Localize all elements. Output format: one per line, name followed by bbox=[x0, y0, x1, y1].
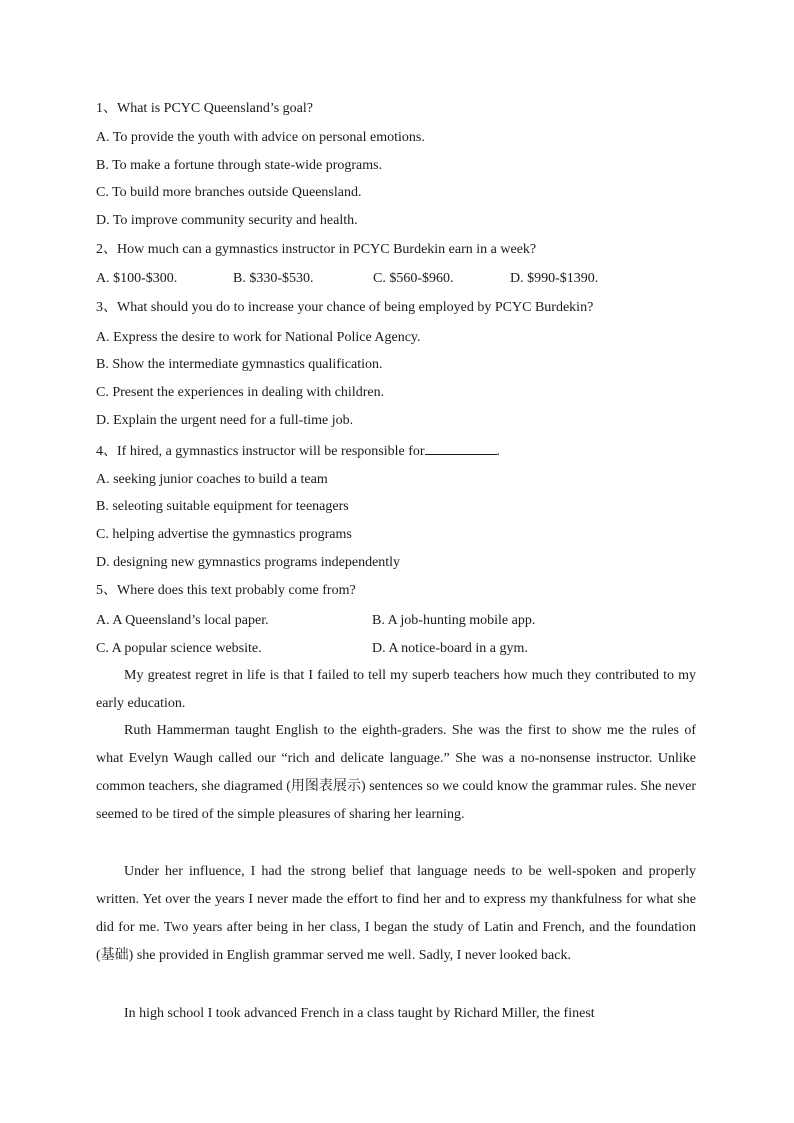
question-2-option-c: C. $560-$960. bbox=[373, 271, 454, 286]
question-2-option-b: B. $330-$530. bbox=[233, 271, 314, 286]
question-5-option-b: B. A job-hunting mobile app. bbox=[372, 613, 536, 628]
passage-paragraph-2: Ruth Hammerman taught English to the eighth-graders. She was the first to show me the rules of what Evelyn Waugh called our “rich and delicate language.” She was a no-nonsense instructor. Unlike common teachers, she diagramed (用图表展示) sentences so we could know the grammar rules. She never seemed to be tired of the simple pleasures of sharing her learning. bbox=[96, 723, 696, 822]
passage-paragraph-1: My greatest regret in life is that I failed to tell my superb teachers how much they contributed to my early education. bbox=[96, 668, 696, 711]
question-5-option-a: A. A Queensland’s local paper. bbox=[96, 613, 269, 628]
question-2-stem: 2、How much can a gymnastics instructor in PCYC Burdekin earn in a week? bbox=[96, 242, 537, 257]
passage-paragraph-4: In high school I took advanced French in a class taught by Richard Miller, the finest bbox=[124, 1006, 595, 1021]
question-5-option-c: C. A popular science website. bbox=[96, 641, 262, 656]
answer-blank bbox=[425, 441, 497, 455]
question-4-stem bbox=[96, 441, 500, 461]
question-5-stem: 5、Where does this text probably come from? bbox=[96, 583, 356, 598]
question-3-option-b: B. Show the intermediate gymnastics qualification. bbox=[96, 357, 383, 372]
question-4-option-a: A. seeking junior coaches to build a team bbox=[96, 472, 328, 487]
question-3-option-a: A. Express the desire to work for National Police Agency. bbox=[96, 330, 421, 345]
question-3-stem: 3、What should you do to increase your chance of being employed by PCYC Burdekin? bbox=[96, 300, 594, 315]
question-1-option-a: A. To provide the youth with advice on personal emotions. bbox=[96, 130, 425, 145]
question-2-option-a: A. $100-$300. bbox=[96, 271, 178, 286]
question-4-stem-text: 4、If hired, a gymnastics instructor will be responsible for bbox=[96, 444, 425, 459]
question-4-option-b: B. seleoting suitable equipment for teenagers bbox=[96, 499, 349, 514]
question-1-option-b: B. To make a fortune through state-wide programs. bbox=[96, 158, 383, 173]
question-5-option-d: D. A notice-board in a gym. bbox=[372, 641, 528, 656]
question-2-option-d: D. $990-$1390. bbox=[510, 271, 599, 286]
question-3-option-d: D. Explain the urgent need for a full-time job. bbox=[96, 413, 354, 428]
question-1-stem: 1、What is PCYC Queensland’s goal? bbox=[96, 101, 313, 116]
question-4-option-d: D. designing new gymnastics programs independently bbox=[96, 555, 401, 570]
question-3-option-c: C. Present the experiences in dealing with children. bbox=[96, 385, 385, 400]
question-1-option-c: C. To build more branches outside Queensland. bbox=[96, 185, 362, 200]
question-1-option-d: D. To improve community security and health. bbox=[96, 213, 358, 228]
passage-paragraph-3: Under her influence, I had the strong belief that language needs to be well-spoken and properly written. Yet over the years I never made the effort to find her and to express my thankfulness for what she did for me. Two years after being in her class, I began the study of Latin and French, and the foundation (基础) she provided in English grammar served me well. Sadly, I never looked back. bbox=[96, 864, 696, 963]
question-4-option-c: C. helping advertise the gymnastics programs bbox=[96, 527, 352, 542]
question-4-stem-end: . bbox=[496, 444, 501, 459]
